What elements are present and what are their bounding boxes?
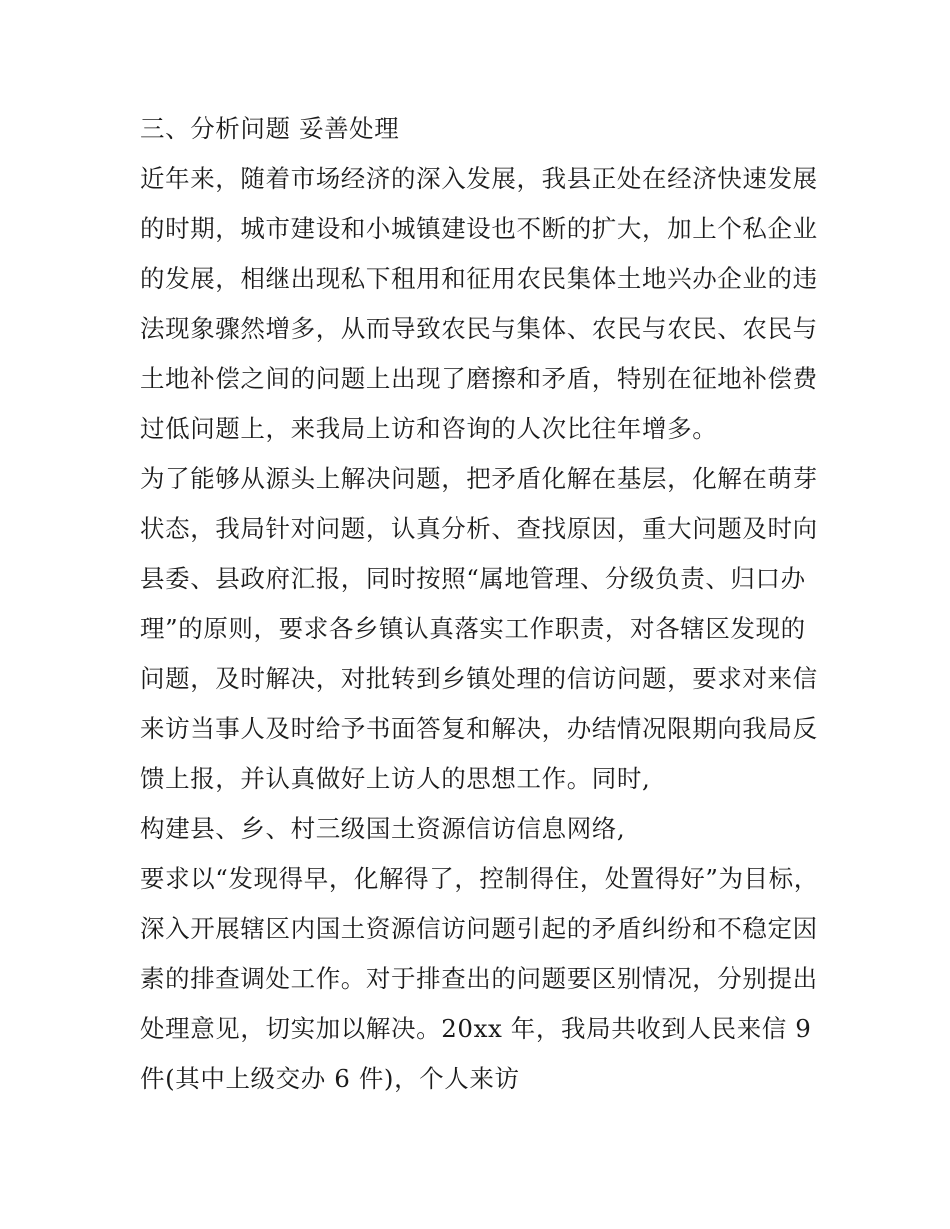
section-heading: 三、分析问题 妥善处理: [140, 114, 400, 143]
text-line: 构建县、乡、村三级国土资源信访信息网络,: [140, 814, 626, 843]
text-line: 深入开展辖区内国土资源信访问题引起的矛盾纠纷和不稳定因: [140, 914, 818, 943]
text-line: 的发展，相继出现私下租用和征用农民集体土地兴办企业的违: [140, 264, 818, 293]
text-line: 理”的原则，要求各乡镇认真落实工作职责，对各辖区发现的: [140, 614, 806, 643]
text-line: 素的排查调处工作。对于排查出的问题要区别情况，分别提出: [140, 964, 818, 993]
text-line: 为了能够从源头上解决问题，把矛盾化解在基层，化解在萌芽: [140, 464, 818, 493]
text-line: 土地补偿之间的问题上出现了磨擦和矛盾，特别在征地补偿费: [140, 364, 818, 393]
text-line: 馈上报，并认真做好上访人的思想工作。同时,: [140, 764, 651, 793]
text-line: 法现象骤然增多，从而导致农民与集体、农民与农民、农民与: [140, 314, 818, 343]
text-line: 状态，我局针对问题，认真分析、查找原因，重大问题及时向: [140, 514, 818, 543]
text-line: 过低问题上，来我局上访和咨询的人次比往年增多。: [140, 414, 718, 443]
text-line: 县委、县政府汇报，同时按照“属地管理、分级负责、归口办: [140, 564, 806, 593]
text-line: 处理意见，切实加以解决。20xx 年，我局共收到人民来信 9: [140, 1014, 812, 1043]
text-line: 件(其中上级交办 6 件)，个人来访: [140, 1064, 520, 1093]
text-line: 要求以“发现得早，化解得了，控制得住，处置得好”为目标，: [140, 864, 819, 893]
text-line: 近年来，随着市场经济的深入发展，我县正处在经济快速发展: [140, 164, 818, 193]
text-line: 问题，及时解决，对批转到乡镇处理的信访问题，要求对来信: [140, 664, 818, 693]
text-line: 来访当事人及时给予书面答复和解决，办结情况限期向我局反: [140, 714, 818, 743]
text-line: 的时期，城市建设和小城镇建设也不断的扩大，加上个私企业: [140, 214, 818, 243]
